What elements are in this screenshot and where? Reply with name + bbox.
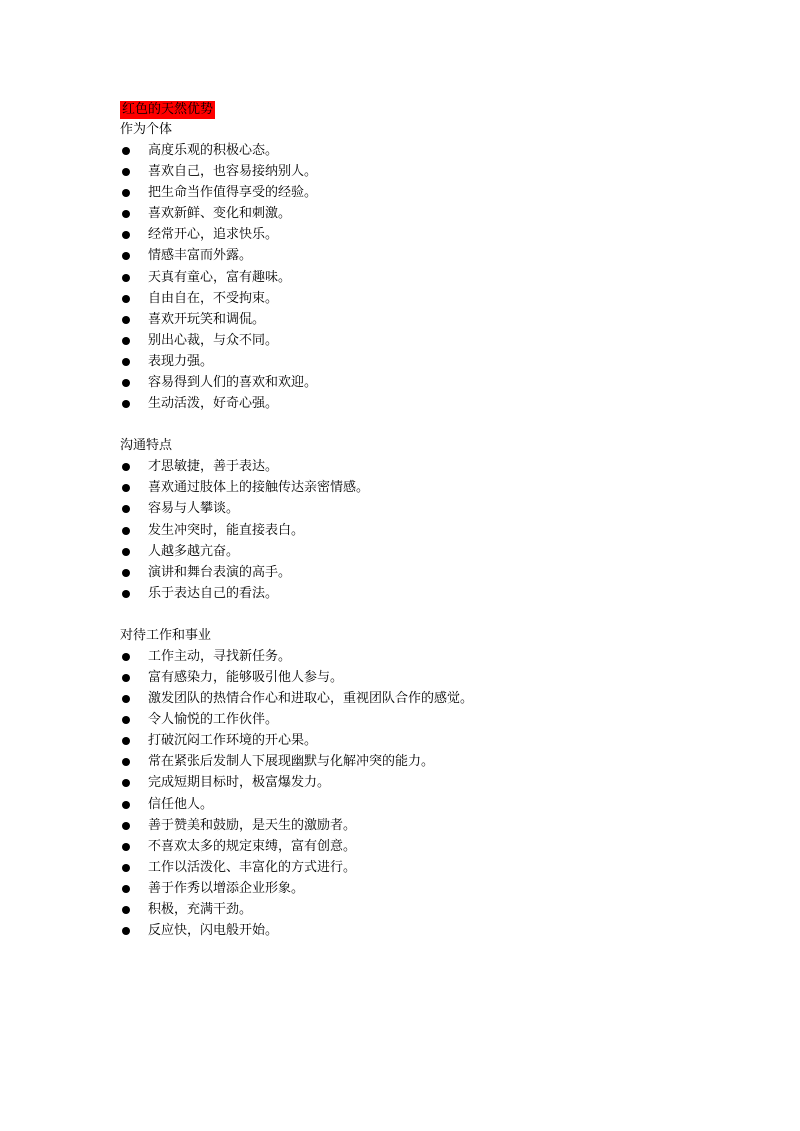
list-item (120, 836, 740, 857)
list-item (120, 709, 740, 730)
bullet-icon (122, 864, 130, 872)
list-item-text: 人越多越亢奋。 (148, 543, 240, 559)
bullet-icon (122, 527, 130, 535)
bullet-icon (122, 843, 130, 851)
bullet-icon (122, 189, 130, 197)
list-item (120, 688, 740, 709)
bullet-icon (122, 168, 130, 176)
list-item-text: 激发团队的热情合作心和进取心，重视团队合作的感觉。 (148, 691, 474, 707)
bullet-icon (122, 822, 130, 830)
list-item-text: 高度乐观的积极心态。 (148, 143, 279, 158)
list-item-text: 打破沉闷工作环境的开心果。 (148, 733, 318, 749)
list-item-text: 才思敏捷，善于表达。 (148, 459, 279, 475)
list-item (120, 161, 740, 182)
list-item-text: 积极，充满干劲。 (148, 902, 253, 917)
list-item (120, 541, 740, 562)
list-item (120, 372, 740, 393)
list-item-text: 喜欢自己，也容易接纳别人。 (148, 164, 318, 180)
list-item (120, 224, 740, 245)
list-item-text: 令人愉悦的工作伙伴。 (148, 712, 279, 728)
section-heading: 沟通特点 (120, 438, 173, 454)
list-item-text: 容易得到人们的喜欢和欢迎。 (148, 375, 318, 391)
list-item (120, 245, 740, 266)
list-item-text: 喜欢开玩笑和调侃。 (148, 311, 266, 327)
section-heading: 作为个体 (120, 122, 173, 137)
bullet-list (120, 456, 740, 604)
list-item (120, 751, 740, 772)
list-item-text: 完成短期目标时，极富爆发力。 (148, 775, 331, 791)
bullet-icon (122, 569, 130, 577)
bullet-icon (122, 400, 130, 408)
list-item (120, 794, 740, 815)
list-item (120, 772, 740, 793)
list-item (120, 667, 740, 688)
list-item-text: 不喜欢太多的规定束缚，富有创意。 (148, 838, 357, 854)
list-item-text: 生动活泼，好奇心强。 (148, 396, 279, 412)
list-item-text: 别出心裁，与众不同。 (148, 332, 279, 348)
list-item-text: 善于赞美和鼓励，是天生的激励者。 (148, 817, 357, 833)
list-item-text: 信任他人。 (148, 796, 214, 812)
bullet-icon (122, 716, 130, 724)
list-item (120, 646, 740, 667)
list-item (120, 330, 740, 351)
list-item-text: 工作以活泼化、丰富化的方式进行。 (148, 859, 357, 875)
list-item (120, 878, 740, 899)
bullet-icon (122, 379, 130, 387)
bullet-icon (122, 801, 130, 809)
bullet-icon (122, 463, 130, 471)
list-item-text: 经常开心，追求快乐。 (148, 227, 279, 243)
bullet-icon (122, 885, 130, 893)
list-item-text: 反应快，闪电般开始。 (148, 923, 279, 939)
bullet-icon (122, 484, 130, 492)
list-item-text: 天真有童心，富有趣味。 (148, 269, 292, 285)
list-item-text: 把生命当作值得享受的经验。 (148, 185, 318, 201)
list-item-text: 发生冲突时，能直接表白。 (148, 522, 305, 538)
document-title: 红色的天然优势 (122, 102, 214, 117)
bullet-icon (122, 927, 130, 935)
bullet-icon (122, 505, 130, 513)
list-item (120, 351, 740, 372)
list-item-text: 善于作秀以增添企业形象。 (148, 880, 305, 896)
section-heading: 对待工作和事业 (120, 627, 212, 643)
bullet-icon (122, 653, 130, 661)
bullet-icon (122, 906, 130, 914)
list-item (120, 393, 740, 414)
bullet-icon (122, 695, 130, 703)
list-item-text: 工作主动，寻找新任务。 (148, 648, 292, 664)
list-item-text: 富有感染力，能够吸引他人参与。 (148, 669, 344, 685)
bullet-icon (122, 674, 130, 682)
list-item-text: 乐于表达自己的看法。 (148, 585, 279, 601)
bullet-icon (122, 737, 130, 745)
list-item (120, 562, 740, 583)
list-item-text: 表现力强。 (148, 353, 214, 369)
list-item (120, 920, 740, 941)
list-item-text: 容易与人攀谈。 (148, 501, 240, 517)
list-item (120, 182, 740, 203)
list-item (120, 730, 740, 751)
list-item-text: 喜欢新鲜、变化和刺激。 (148, 206, 292, 222)
list-item (120, 498, 740, 519)
list-item (120, 857, 740, 878)
list-item-text: 自由自在，不受拘束。 (148, 290, 279, 306)
section-communication (120, 435, 740, 604)
bullet-icon (122, 295, 130, 303)
bullet-list (120, 140, 740, 414)
bullet-icon (122, 316, 130, 324)
bullet-icon (122, 147, 130, 155)
bullet-icon (122, 779, 130, 787)
bullet-icon (122, 590, 130, 598)
list-item (120, 203, 740, 224)
bullet-icon (122, 358, 130, 366)
bullet-icon (122, 337, 130, 345)
bullet-icon (122, 210, 130, 218)
list-item (120, 815, 740, 836)
list-item (120, 140, 740, 161)
bullet-icon (122, 758, 130, 766)
list-item-text: 演讲和舞台表演的高手。 (148, 564, 292, 580)
list-item-text: 情感丰富而外露。 (148, 248, 253, 264)
list-item-text: 喜欢通过肢体上的接触传达亲密情感。 (148, 480, 370, 496)
list-item (120, 309, 740, 330)
list-item (120, 583, 740, 604)
bullet-icon (122, 274, 130, 282)
bullet-icon (122, 252, 130, 260)
list-item (120, 899, 740, 920)
section-individual (120, 119, 740, 414)
section-work (120, 625, 740, 941)
list-item-text: 常在紧张后发制人下展现幽默与化解冲突的能力。 (148, 754, 435, 770)
document-page (120, 98, 740, 941)
bullet-list (120, 646, 740, 941)
list-item (120, 520, 740, 541)
bullet-icon (122, 231, 130, 239)
list-item (120, 288, 740, 309)
list-item (120, 456, 740, 477)
list-item (120, 267, 740, 288)
list-item (120, 477, 740, 498)
bullet-icon (122, 548, 130, 556)
